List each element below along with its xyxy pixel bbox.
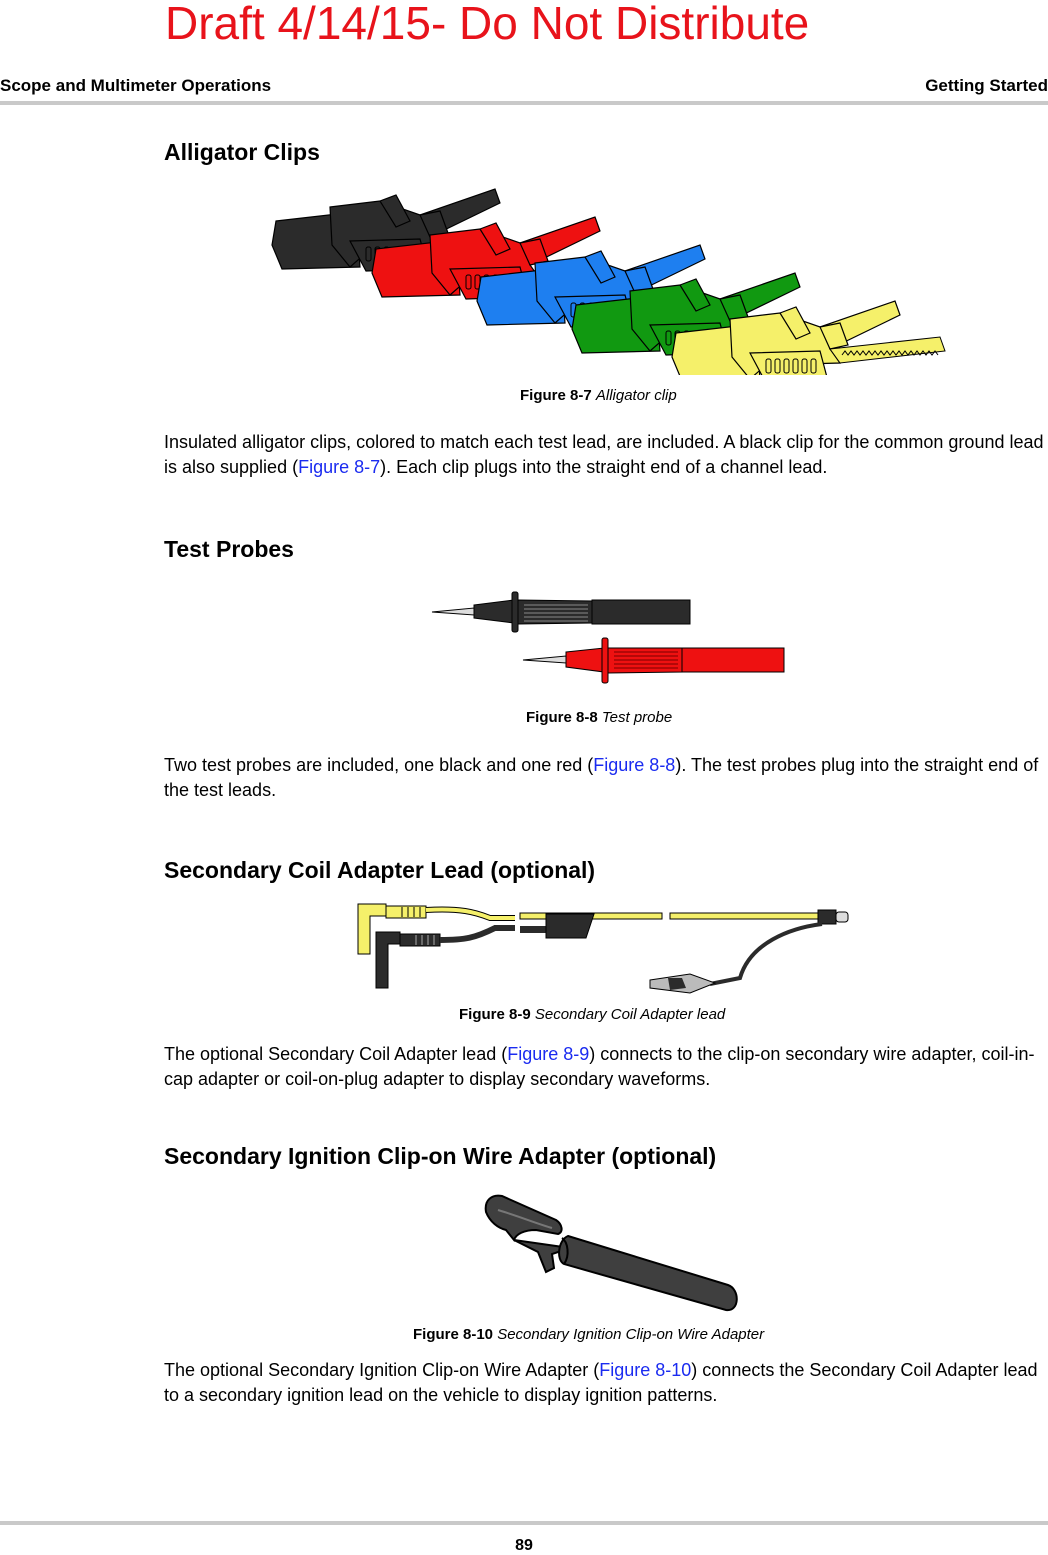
- section-heading-test-probes: Test Probes: [164, 536, 294, 562]
- alligator-clips-illustration: [270, 185, 950, 375]
- secondary-coil-adapter-paragraph: The optional Secondary Coil Adapter lead (Figure 8-9) connects to the clip-on secondary wire adapter, coil-in-cap adapter or coil-on-plug adapter to display secondary waveforms.: [164, 1044, 1035, 1089]
- figure-8-9-caption: [459, 1006, 725, 1023]
- header-divider: [0, 101, 1048, 105]
- figure-8-9-link[interactable]: Figure 8-9: [507, 1044, 590, 1064]
- figure-8-7-link[interactable]: Figure 8-7: [298, 457, 381, 477]
- figure-title: Alligator clip: [595, 387, 677, 404]
- figure-label: Figure 8-9: [459, 1006, 531, 1023]
- figure-8-8-link[interactable]: Figure 8-8: [593, 755, 676, 775]
- ground-clip-lead: [650, 910, 848, 993]
- figure-8-8-caption: [526, 709, 672, 726]
- figure-title: Test probe: [601, 709, 673, 726]
- figure-label: Figure 8-10: [413, 1326, 494, 1343]
- section-heading-alligator-clips: Alligator Clips: [164, 139, 320, 165]
- figure-8-10-caption: [413, 1326, 764, 1343]
- black-plug: [376, 914, 594, 988]
- secondary-ignition-adapter-paragraph: The optional Secondary Ignition Clip-on Wire Adapter (Figure 8-10) connects the Secondary Coil Adapter lead to a secondary ignition lead on the vehicle to display ignition patterns.: [164, 1360, 1038, 1405]
- header-section-title: Getting Started: [925, 76, 1048, 95]
- test-probes-paragraph: Two test probes are included, one black and one red (Figure 8-8). The test probes plug into the straight end of the test leads.: [164, 755, 1039, 800]
- figure-8-7-caption: [520, 387, 677, 404]
- secondary-ignition-clip-on-adapter-illustration: [478, 1190, 748, 1320]
- figure-title: Secondary Coil Adapter lead: [534, 1006, 726, 1023]
- alligator-clips-paragraph: Insulated alligator clips, colored to match each test lead, are included. A black clip for the common ground lead is also supplied (Figure 8-7). Each clip plugs into the straight end of a channel lead.: [164, 432, 1044, 477]
- figure-8-10-link[interactable]: Figure 8-10: [599, 1360, 692, 1380]
- black-test-probe: [432, 592, 690, 632]
- test-probes-illustration: [428, 588, 793, 688]
- section-heading-secondary-coil-adapter-lead: Secondary Coil Adapter Lead (optional): [164, 857, 596, 883]
- header-chapter-title: Scope and Multimeter Operations: [0, 76, 272, 95]
- draft-watermark: Draft 4/14/15- Do Not Distribute: [165, 0, 810, 49]
- figure-title: Secondary Ignition Clip-on Wire Adapter: [497, 1326, 765, 1343]
- figure-label: Figure 8-7: [520, 387, 592, 404]
- section-heading-secondary-ignition-adapter: Secondary Ignition Clip-on Wire Adapter (optional): [164, 1143, 717, 1169]
- footer-divider: [0, 1521, 1048, 1525]
- figure-label: Figure 8-8: [526, 709, 598, 726]
- secondary-coil-adapter-lead-illustration: [350, 898, 860, 998]
- page-number: 89: [515, 1537, 533, 1554]
- red-test-probe: [523, 638, 784, 683]
